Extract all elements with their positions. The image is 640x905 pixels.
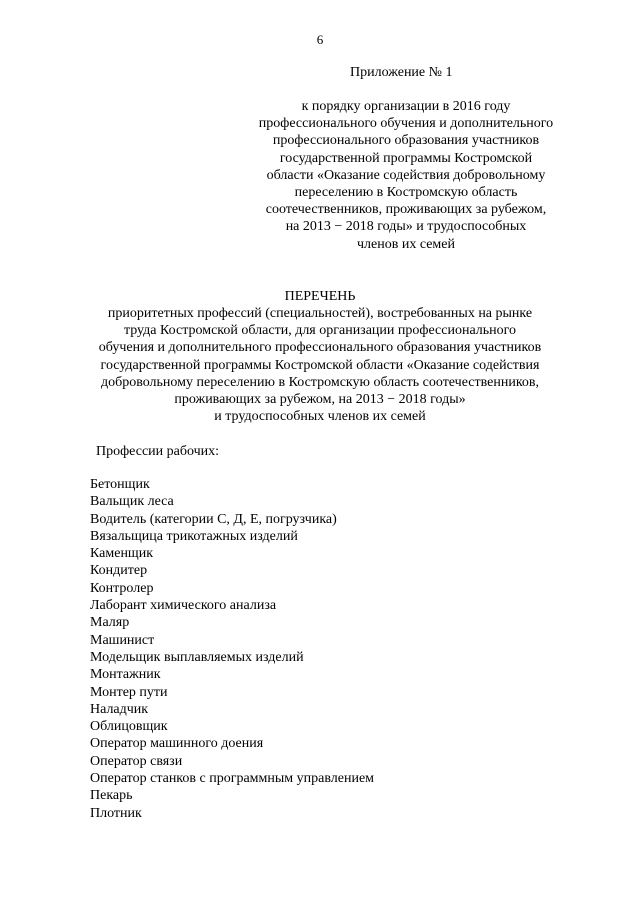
subtitle-line: труда Костромской области, для организации профессионального [123, 323, 517, 339]
appendix-label: Приложение № 1 [350, 65, 453, 80]
section-heading: Профессии рабочих: [96, 444, 220, 459]
list-item: Монтер пути [90, 684, 168, 700]
subtitle-line: обучения и дополнительного профессионального образования участников [98, 340, 542, 356]
list-item: Бетонщик [90, 477, 150, 492]
page-number: 6 [316, 32, 324, 47]
list-item: Монтажник [90, 667, 161, 683]
list-item: Вязальщица трикотажных изделий [90, 528, 298, 544]
list-item: Оператор связи [90, 753, 183, 769]
list-item: Плотник [90, 805, 142, 821]
appendix-line: членов их семей [357, 236, 455, 252]
appendix-reference [238, 98, 574, 253]
list-item: Каменщик [90, 546, 154, 562]
list-item: Оператор станков с программным управлением [90, 771, 375, 787]
appendix-line: профессионального обучения и дополнительного [258, 116, 554, 132]
list-item: Водитель (категории С, Д, Е, погрузчика) [90, 511, 337, 527]
subtitle-line: добровольному переселению в Костромскую область соотечественников, [100, 374, 540, 390]
document-title: ПЕРЕЧЕНЬ [284, 289, 356, 304]
list-item: Контролер [90, 580, 154, 596]
list-item: Кондитер [90, 563, 148, 579]
appendix-line: на 2013 − 2018 годы» и трудоспособных [285, 219, 527, 235]
list-item: Модельщик выплавляемых изделий [90, 649, 304, 665]
appendix-line: профессионального образования участников [272, 133, 540, 149]
profession-list [90, 476, 374, 822]
list-item: Вальщик леса [90, 494, 174, 510]
appendix-line: переселению в Костромскую область [294, 185, 518, 201]
subtitle-line: приоритетных профессий (специальностей), востребованных на рынке [107, 306, 533, 321]
list-item: Машинист [90, 632, 155, 648]
appendix-line: соотечественников, проживающих за рубежом, [265, 202, 547, 218]
subtitle-line: государственной программы Костромской области «Оказание содействия [100, 357, 540, 373]
appendix-line: области «Оказание содействия добровольному [266, 167, 546, 183]
document-subtitle [70, 305, 570, 425]
list-item: Оператор машинного доения [90, 736, 264, 752]
subtitle-line: проживающих за рубежом, на 2013 − 2018 годы» [174, 392, 466, 408]
list-item: Лаборант химического анализа [90, 598, 277, 614]
list-item: Облицовщик [90, 719, 168, 735]
appendix-line: государственной программы Костромской [279, 150, 533, 166]
list-item: Наладчик [90, 701, 149, 717]
list-item: Маляр [90, 615, 130, 631]
appendix-line: к порядку организации в 2016 году [301, 99, 511, 114]
subtitle-line: и трудоспособных членов их семей [214, 409, 426, 425]
list-item: Пекарь [90, 788, 133, 804]
